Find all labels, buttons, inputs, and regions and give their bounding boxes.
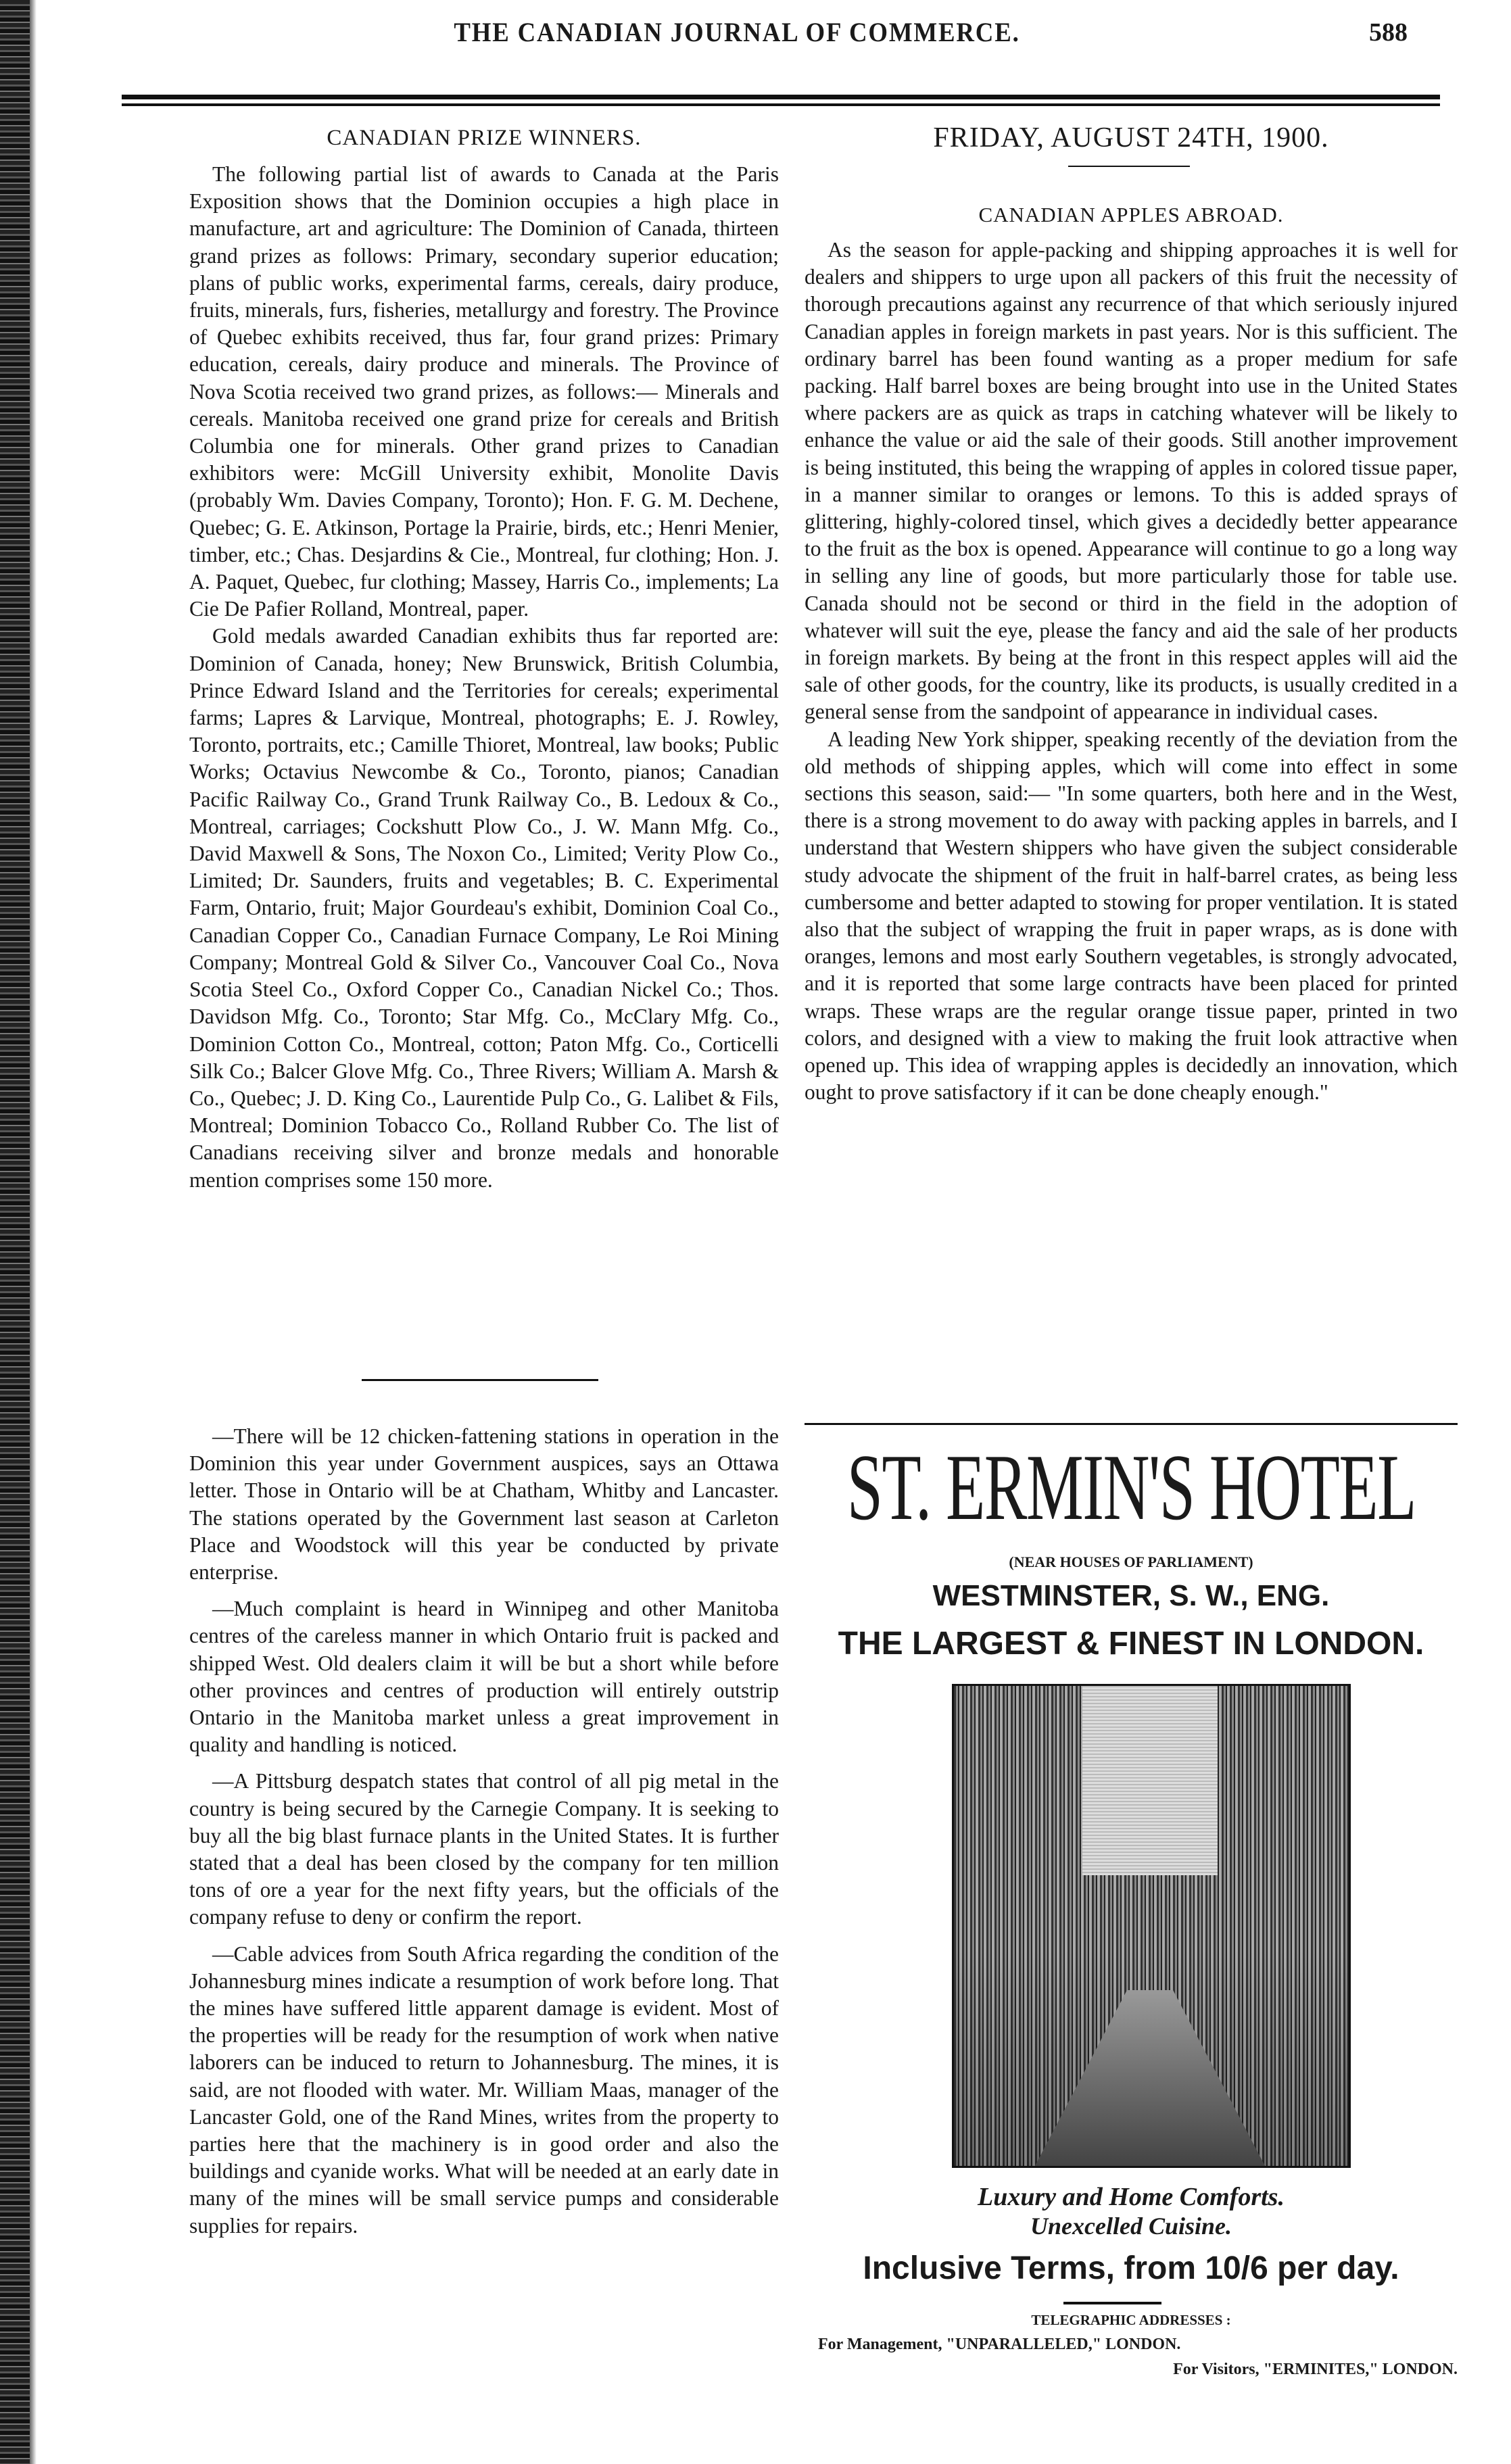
news-notes (189, 1423, 779, 2240)
section-divider (362, 1379, 598, 1381)
page-number: 588 (1369, 18, 1408, 47)
news-note: —A Pittsburg despatch states that control of all pig metal in the country is being secured by the Carnegie Company. It is seeking to buy all the big blast furnace plants in the United States. It is further stated that a deal has been closed by the company for ten million tons of ore a year for the next fifty years, but the officials of the company refuse to deny or confirm the report. (189, 1769, 779, 1929)
news-note: —Much complaint is heard in Winnipeg and other Manitoba centres of the careless manner in which Ontario fruit is packed and shipped West. Old dealers claim it will be but a short while before other provinces and centres of production will entirely outstrip Ontario in the Manitoba market unless a great improvement in quality and handling is noticed. (189, 1597, 779, 1757)
prize-winners-article (189, 161, 779, 1194)
hotel-advertisement (805, 1425, 1458, 2425)
page-binding-shadow (30, 0, 37, 2464)
hotel-tagline: THE LARGEST & FINEST IN LONDON. (838, 1626, 1424, 1662)
hotel-name: ST. ERMIN'S HOTEL (846, 1435, 1416, 1540)
masthead-title: THE CANADIAN JOURNAL OF COMMERCE. (454, 17, 1020, 47)
article-paragraph: Gold medals awarded Canadian exhibits thus far reported are: Dominion of Canada, honey; New Brunswick, British Columbia, Prince Edward Island and the Territories for cereals; experimental farms; Lapres & Larvique, Montreal, photographs; E. J. Rowley, Toronto, portraits, etc.; Camille Thioret, Montreal, law books; Public Works; Octavius Newcombe & Co., Toronto, pianos; Canadian Pacific Railway Co., Grand Trunk Railway Co., B. Ledoux & Co., Montreal, carriages; Cockshutt Plow Co., J. W. Mann Mfg. Co., David Maxwell & Sons, The Noxon Co., Limited; Verity Plow Co., Limited; Dr. Saunders, fruits and vegetables; B. C. Experimental Farm, Ontario, fruit; Major Gourdeau's exhibit, Dominion Coal Co., Canadian Copper Co., Canadian Furnace Company, Le Roi Mining Company; Montreal Gold & Silver Co., Vancouver Coal Co., Nova Scotia Steel Co., Oxford Copper Co., Canadian Nickel Co.; Thos. Davidson Mfg. Co., Toronto; Star Mfg. Co., McClary Mfg. Co., Dominion Cotton Co., Montreal, cotton; Paton Mfg. Co., Corticelli Silk Co.; Balcer Glove Mfg. Co., Three Rivers; William A. Marsh & Co., Quebec; J. D. King Co., Laurentide Pulp Co., G. Lalibet & Fils, Montreal; Dominion Tobacco Co., Rolland Rubber Co. The list of Canadians receiving silver and bronze medals and honorable mention comprises some 150 more. (189, 624, 779, 1192)
article-paragraph: The following partial list of awards to Canada at the Paris Exposition shows that the Dominion occupies a high place in manufacture, art and agriculture: The Dominion of Canada, thirteen grand prizes as follows: Primary, secondary superior education; plans of public works, experimental farms, cereals, dairy produce, fruits, minerals, furs, fisheries, metallurgy and forestry. The Province of Quebec exhibits received, thus far, four grand prizes: Primary education, cereals, dairy produce and minerals. The Province of Nova Scotia received two grand prizes, as follows:— Minerals and cereals. Manitoba received one grand prize for cereals and British Columbia one for minerals. Other grand prizes to Canadian exhibitors were: McGill University exhibit, Monolite Davis (probably Wm. Davies Company, Toronto); Hon. F. G. M. Dechene, Quebec; G. E. Atkinson, Portage la Prairie, birds, etc.; Henri Menier, timber, etc.; Chas. Desjardins & Cie., Montreal, fur clothing; Hon. J. A. Paquet, Quebec, fur clothing; Massey, Harris Co., implements; La Cie De Pafier Rolland, Montreal, paper. (189, 162, 779, 621)
illustration-street (1035, 1990, 1265, 2166)
apples-article (805, 237, 1458, 1107)
hotel-street-illustration (952, 1684, 1351, 2168)
dateline: FRIDAY, AUGUST 24TH, 1900. (933, 122, 1329, 153)
cuisine-line: Unexcelled Cuisine. (1030, 2213, 1232, 2240)
telegraphic-heading: TELEGRAPHIC ADDRESSES : (1031, 2312, 1231, 2328)
article-paragraph: As the season for apple-packing and shipping approaches it is well for dealers and shippers to urge upon all packers of this fruit the necessity of thorough precautions against any recurrence of that which seriously injured Canadian apples in foreign markets in past years. Nor is this sufficient. The ordinary barrel has been found wanting as a proper medium for safe packing. Half barrel boxes are being brought into use in the United States where packers are as quick as traps in catching whatever will be likely to enhance the value or aid the sale of their goods. Still another improvement is being instituted, this being the wrapping of apples in colored tissue paper, in a manner similar to oranges or lemons. To this is added sprays of glittering, highly-colored tinsel, which gives a decidedly better appearance to the fruit as the box is opened. Appearance will continue to go a long way in selling any line of goods, but more particularly those for table use. Canada should not be second or third in the field in the adoption of whatever will suit the eye, please the fancy and aid the sale of her products in foreign markets. By being at the front in this respect apples will aid the sale of other goods, for the country, like its products, is usually credited in a general sense from the sandpoint of appearance in individual cases. (805, 238, 1458, 724)
dateline-rule (1068, 166, 1190, 167)
terms-line: Inclusive Terms, from 10/6 per day. (863, 2250, 1399, 2286)
hotel-address: WESTMINSTER, S. W., ENG. (932, 1579, 1330, 1612)
ad-divider (1063, 2302, 1161, 2304)
article-paragraph: A leading New York shipper, speaking recently of the deviation from the old methods of shipping apples, which will come into effect in some sections this season, said:— "In some quarters, both here and in the West, there is a strong movement to do away with packing apples in barrels, and I understand that Western shippers who have given the subject considerable study advocate the shipment of the fruit in half-barrel crates, as being less cumbersome and better adapted to stowing for proper ventilation. It is stated also that the subject of wrapping the fruit in paper wraps, as is done with oranges, lemons and most early Southern vegetables, is strongly advocated, and it is reported that some large contracts have been placed for printed wraps. These wraps are the regular orange tissue paper, printed in two colors, and designed with a view to making the fruit look attractive when opened up. This idea of wrapping apples is decidedly an innovation, which ought to prove satisfactory if it can be done cheaply enough." (805, 727, 1458, 1105)
visitors-address: For Visitors, "ERMINITES," LONDON. (1173, 2361, 1458, 2378)
news-note: —There will be 12 chicken-fattening stations in operation in the Dominion this year under Government auspices, says an Ottawa letter. Those in Ontario will be at Chatham, Whitby and Lancaster. The stations operated by the Government last season at Carleton Place and Woodstock will this year be conducted by private enterprise. (189, 1424, 779, 1585)
management-address: For Management, "UNPARALLELED," LONDON. (818, 2336, 1181, 2353)
news-note: —Cable advices from South Africa regarding the condition of the Johannesburg mines indicate a resumption of work before long. That the mines have suffered little apparent damage is evident. Most of the properties will be ready for the resumption of work when native laborers can be induced to return to Johannesburg. The mines, it is said, are not flooded with water. Mr. William Maas, manager of the Lancaster Gold, one of the Rand Mines, writes from the property to parties here that the machinery is in good order and also the buildings and cyanide works. What will be needed at an early date in many of the mines will be small service pumps and considerable supplies for repairs. (189, 1941, 779, 2238)
apples-heading: CANADIAN APPLES ABROAD. (978, 203, 1284, 226)
location-note: (NEAR HOUSES OF PARLIAMENT) (1009, 1553, 1253, 1570)
masthead-rule-top (122, 95, 1440, 99)
masthead-rule-bottom (122, 103, 1440, 106)
page-binding-edge (0, 0, 30, 2464)
comforts-line: Luxury and Home Comforts. (978, 2183, 1285, 2211)
hotel-name-wrap (805, 1437, 1458, 1539)
illustration-sky (1082, 1686, 1218, 1875)
prize-winners-heading: CANADIAN PRIZE WINNERS. (327, 126, 642, 150)
